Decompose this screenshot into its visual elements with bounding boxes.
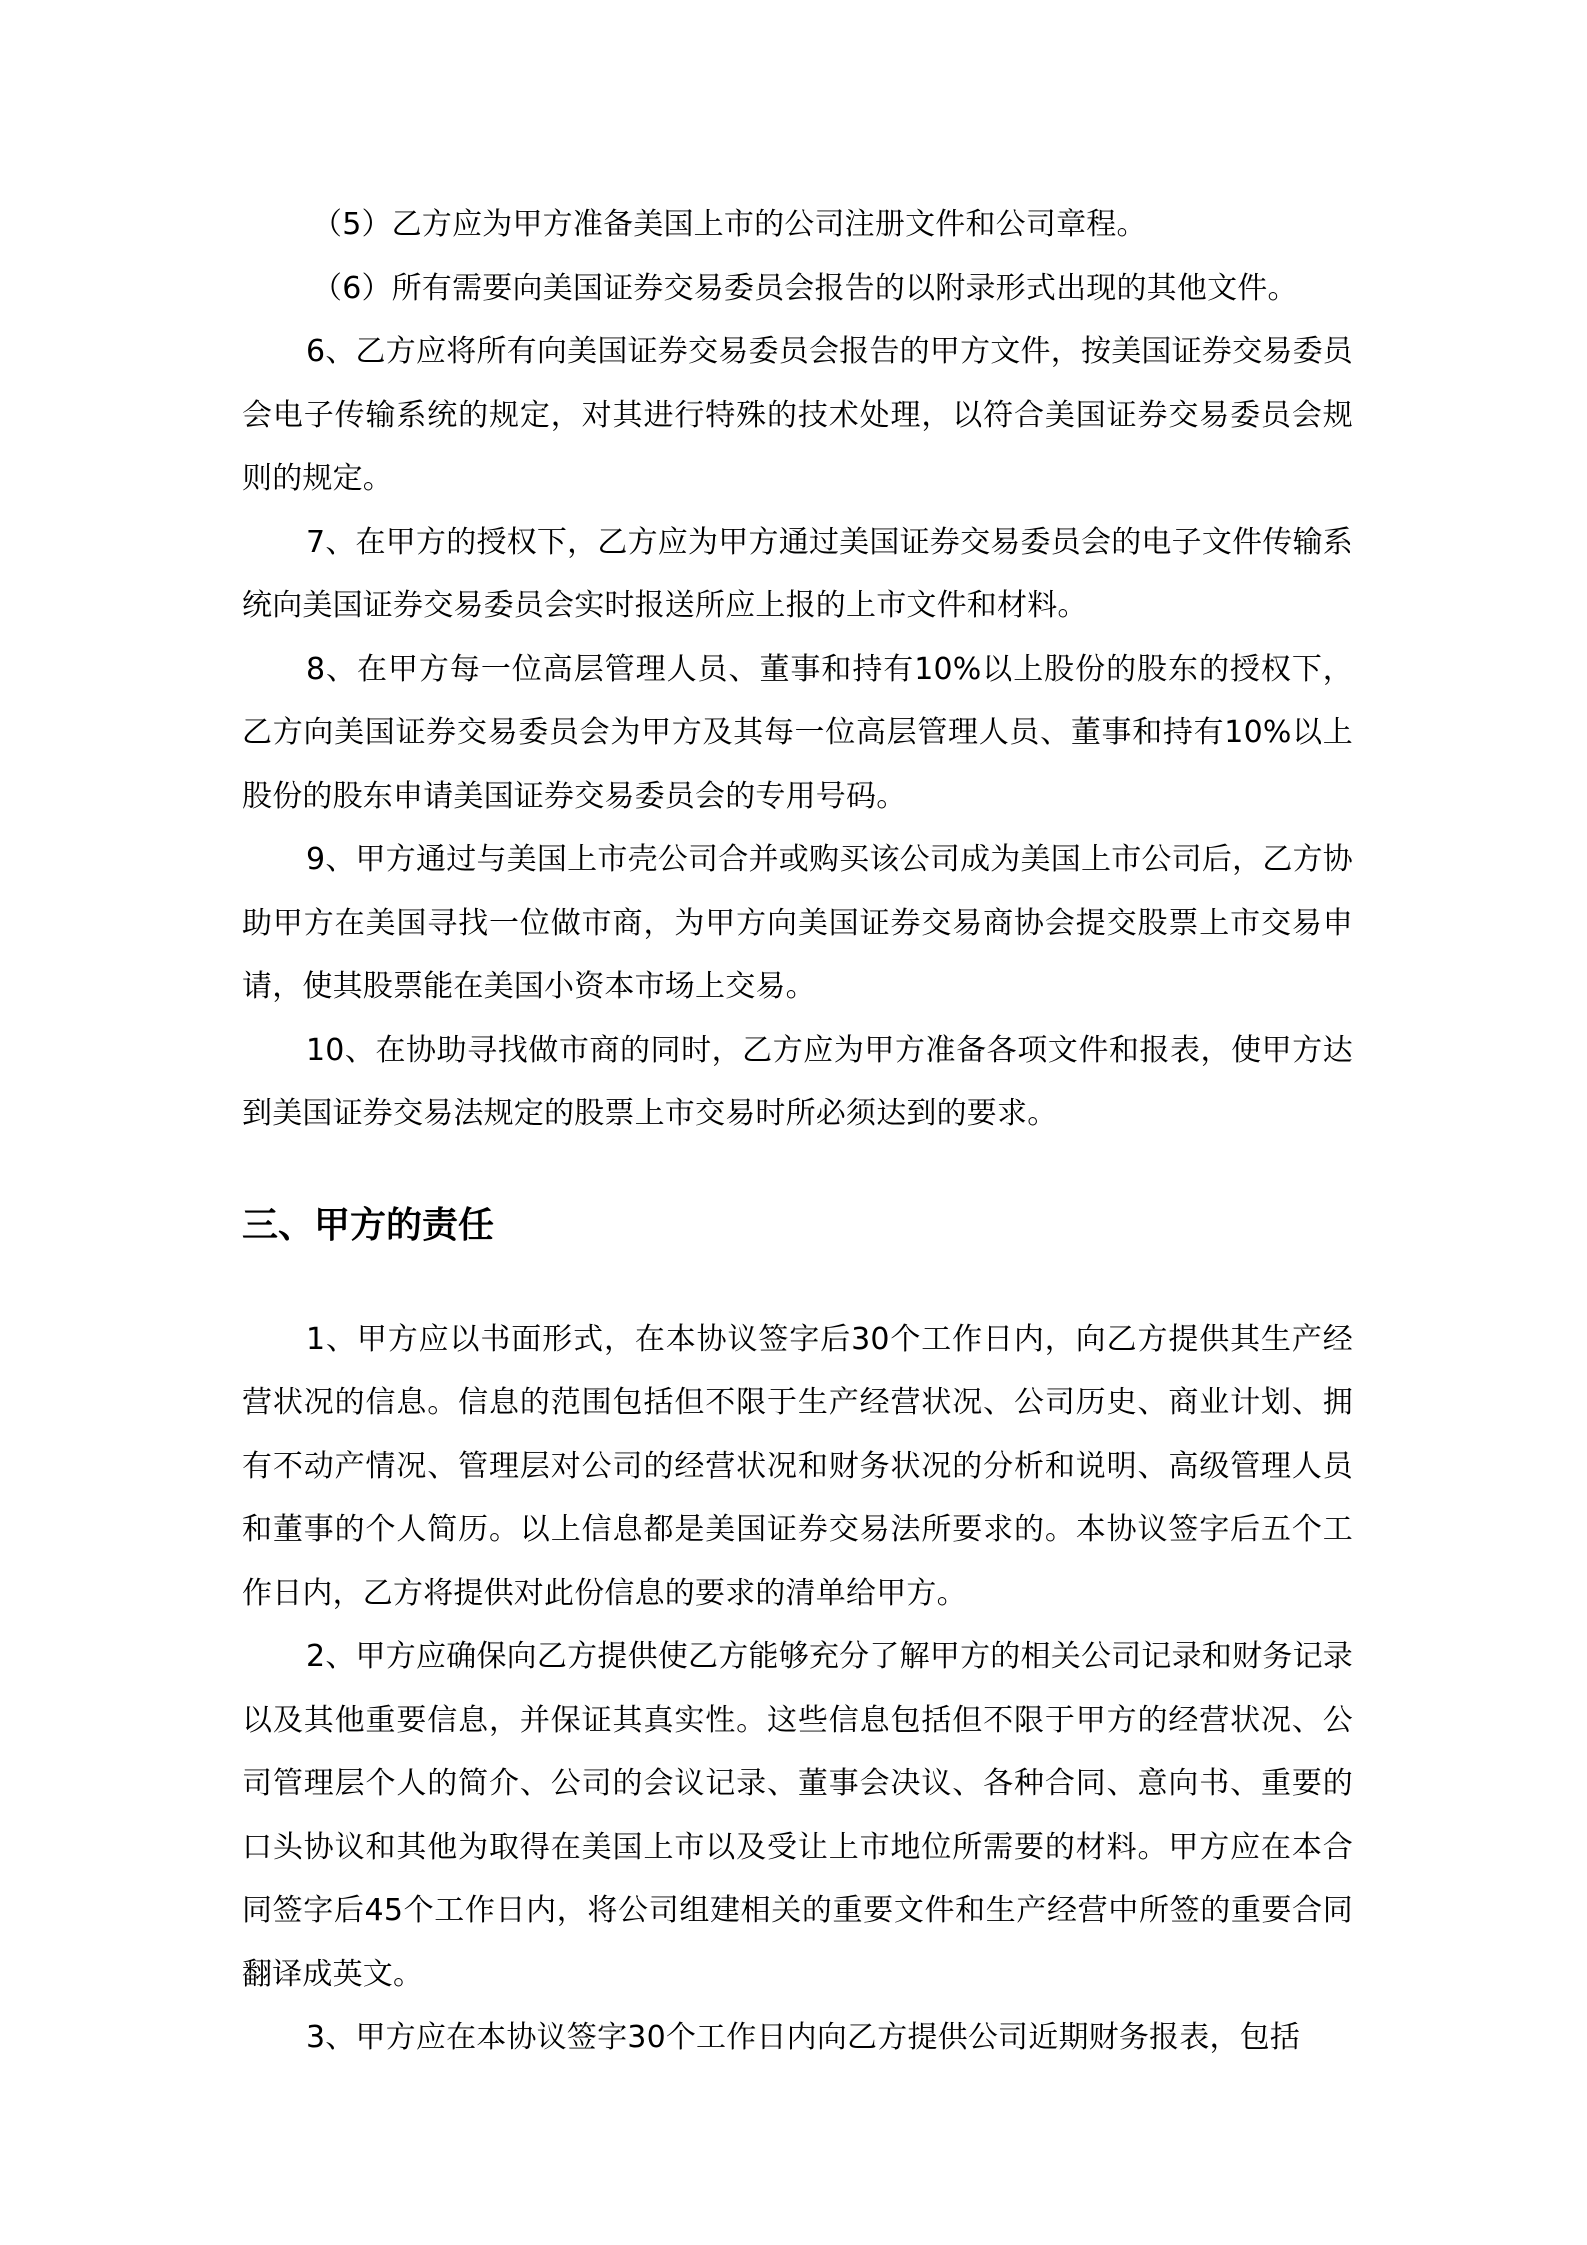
paragraph-clause-6: 6、乙方应将所有向美国证券交易委员会报告的甲方文件，按美国证券交易委员会电子传输系统的规定，对其进行特殊的技术处理，以符合美国证券交易委员会规则的规定。 — [242, 334, 1353, 496]
paragraph-duty-2: 2、甲方应确保向乙方提供使乙方能够充分了解甲方的相关公司记录和财务记录以及其他重要信息，并保证其真实性。这些信息包括但不限于甲方的经营状况、公司管理层个人的简介、公司的会议记录、董事会决议、各种合同、意向书、重要的口头协议和其他为取得在美国上市以及受让上市地位所需要的材料。甲方应在本合同签字后45个工作日内，将公司组建相关的重要文件和生产经营中所签的重要合同翻译成英文。 — [242, 1639, 1353, 1992]
paragraph-clause-8: 8、在甲方每一位高层管理人员、董事和持有10%以上股份的股东的授权下，乙方向美国证券交易委员会为甲方及其每一位高层管理人员、董事和持有10%以上股份的股东申请美国证券交易委员会的专用号码。 — [242, 651, 1353, 814]
section-heading: 三、甲方的责任 — [242, 1204, 495, 1246]
paragraph-clause-9: 9、甲方通过与美国上市壳公司合并或购买该公司成为美国上市公司后，乙方协助甲方在美国寻找一位做市商，为甲方向美国证券交易商协会提交股票上市交易申请，使其股票能在美国小资本市场上交易。 — [242, 842, 1353, 1004]
paragraph-duty-1: 1、甲方应以书面形式，在本协议签字后30个工作日内，向乙方提供其生产经营状况的信息。信息的范围包括但不限于生产经营状况、公司历史、商业计划、拥有不动产情况、管理层对公司的经营状况和财务状况的分析和说明、高级管理人员和董事的个人简历。以上信息都是美国证券交易法所要求的。本协议签字后五个工作日内，乙方将提供对此份信息的要求的清单给甲方。 — [242, 1321, 1353, 1611]
paragraph-clause-7: 7、在甲方的授权下，乙方应为甲方通过美国证券交易委员会的电子文件传输系统向美国证券交易委员会实时报送所应上报的上市文件和材料。 — [242, 524, 1353, 623]
paragraph-duty-3: 3、甲方应在本协议签字30个工作日内向乙方提供公司近期财务报表，包括 — [306, 2020, 1301, 2055]
paragraph-clause-10: 10、在协助寻找做市商的同时，乙方应为甲方准备各项文件和报表，使甲方达到美国证券交易法规定的股票上市交易时所必须达到的要求。 — [242, 1032, 1353, 1131]
document-body — [242, 193, 1353, 2070]
paragraph-item-5: （5）乙方应为甲方准备美国上市的公司注册文件和公司章程。 — [312, 207, 1147, 242]
paragraph-item-6: （6）所有需要向美国证券交易委员会报告的以附录形式出现的其他文件。 — [312, 270, 1298, 306]
